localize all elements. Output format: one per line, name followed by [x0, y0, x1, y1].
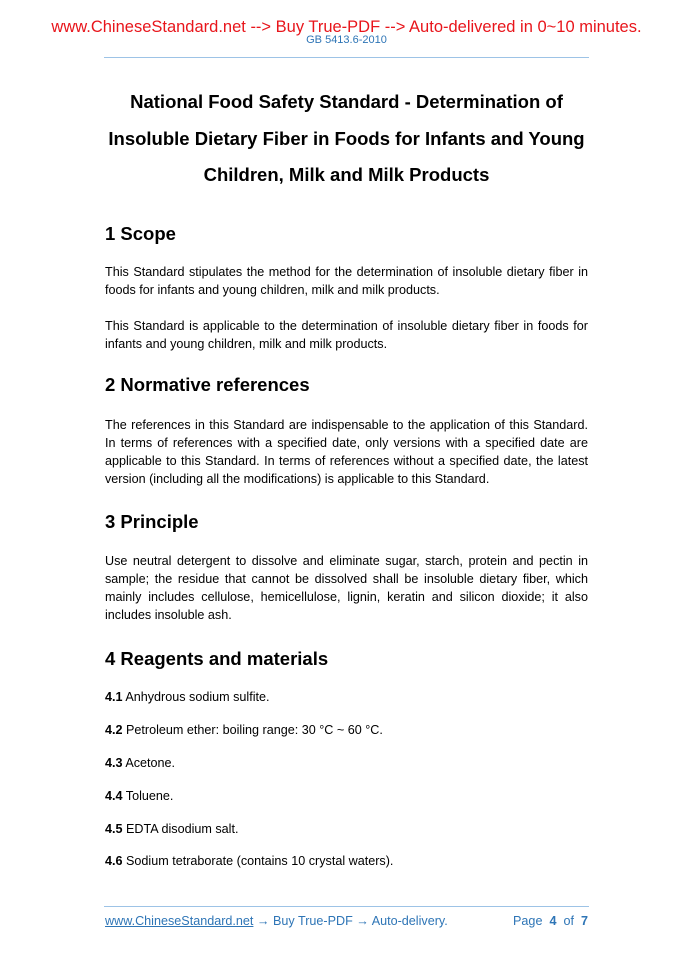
page-total: 7 [580, 914, 588, 928]
item-number: 4.1 [105, 690, 123, 704]
item-text: Anhydrous sodium sulfite. [125, 690, 270, 704]
section-heading-reagents: 4 Reagents and materials [105, 648, 329, 669]
footer-promo [105, 914, 448, 928]
item-number: 4.6 [105, 854, 123, 868]
item-text: Petroleum ether: boiling range: 30 °C ~ 60 °C. [126, 723, 383, 737]
list-item [105, 756, 175, 770]
page-indicator [513, 914, 588, 928]
document-id: GB 5413.6-2010 [306, 34, 387, 46]
title-line: National Food Safety Standard - Determination of [130, 91, 563, 112]
item-number: 4.2 [105, 723, 123, 737]
title-line: Children, Milk and Milk Products [203, 164, 490, 185]
page-number: 4 [549, 914, 557, 928]
list-item [105, 822, 238, 836]
promo-banner: www.ChineseStandard.net --> Buy True-PDF --> Auto-delivered in 0~10 minutes. [51, 18, 642, 36]
item-text: Toluene. [125, 789, 174, 803]
list-item [105, 789, 173, 803]
of-label: of [563, 914, 574, 928]
item-number: 4.3 [105, 756, 123, 770]
page-label: Page [513, 914, 543, 928]
list-item [105, 854, 393, 868]
list-item [105, 723, 383, 737]
item-text: Sodium tetraborate (contains 10 crystal waters). [126, 854, 394, 868]
section-heading-normative-references: 2 Normative references [105, 374, 310, 395]
title-line: Insoluble Dietary Fiber in Foods for Infants and Young [108, 127, 585, 149]
paragraph: This Standard stipulates the method for the determination of insoluble dietary fiber in foods for infants and young children, milk and milk products. [105, 265, 588, 297]
section-heading-scope: 1 Scope [105, 223, 176, 244]
item-text: Acetone. [125, 756, 176, 770]
footer-link[interactable]: www.ChineseStandard.net [105, 914, 254, 928]
item-number: 4.4 [105, 789, 123, 803]
header-divider [104, 57, 589, 58]
item-text: EDTA disodium salt. [126, 822, 239, 836]
document-title [80, 84, 613, 194]
item-number: 4.5 [105, 822, 123, 836]
paragraph: This Standard is applicable to the determination of insoluble dietary fiber in foods for infants and young children, milk and milk products. [105, 319, 588, 351]
list-item [105, 690, 270, 704]
paragraph: The references in this Standard are indispensable to the application of this Standard. In terms of references with a specified date, only versions with a specified date are applicable to this Standard. In terms of references without a specified date, the latest version (including all the modifications) is applicable to this Standard. [105, 418, 588, 486]
paragraph: Use neutral detergent to dissolve and eliminate sugar, starch, protein and pectin in sample; the residue that cannot be dissolved shall be insoluble dietary fiber, which mainly includes cellulose, hemicellulose, lignin, keratin and silicon dioxide; it also includes insoluble ash. [105, 554, 588, 622]
footer [105, 914, 588, 928]
section-heading-principle: 3 Principle [105, 511, 199, 532]
footer-divider [104, 906, 589, 907]
footer-text: → Buy True-PDF → Auto-delivery. [253, 914, 448, 928]
